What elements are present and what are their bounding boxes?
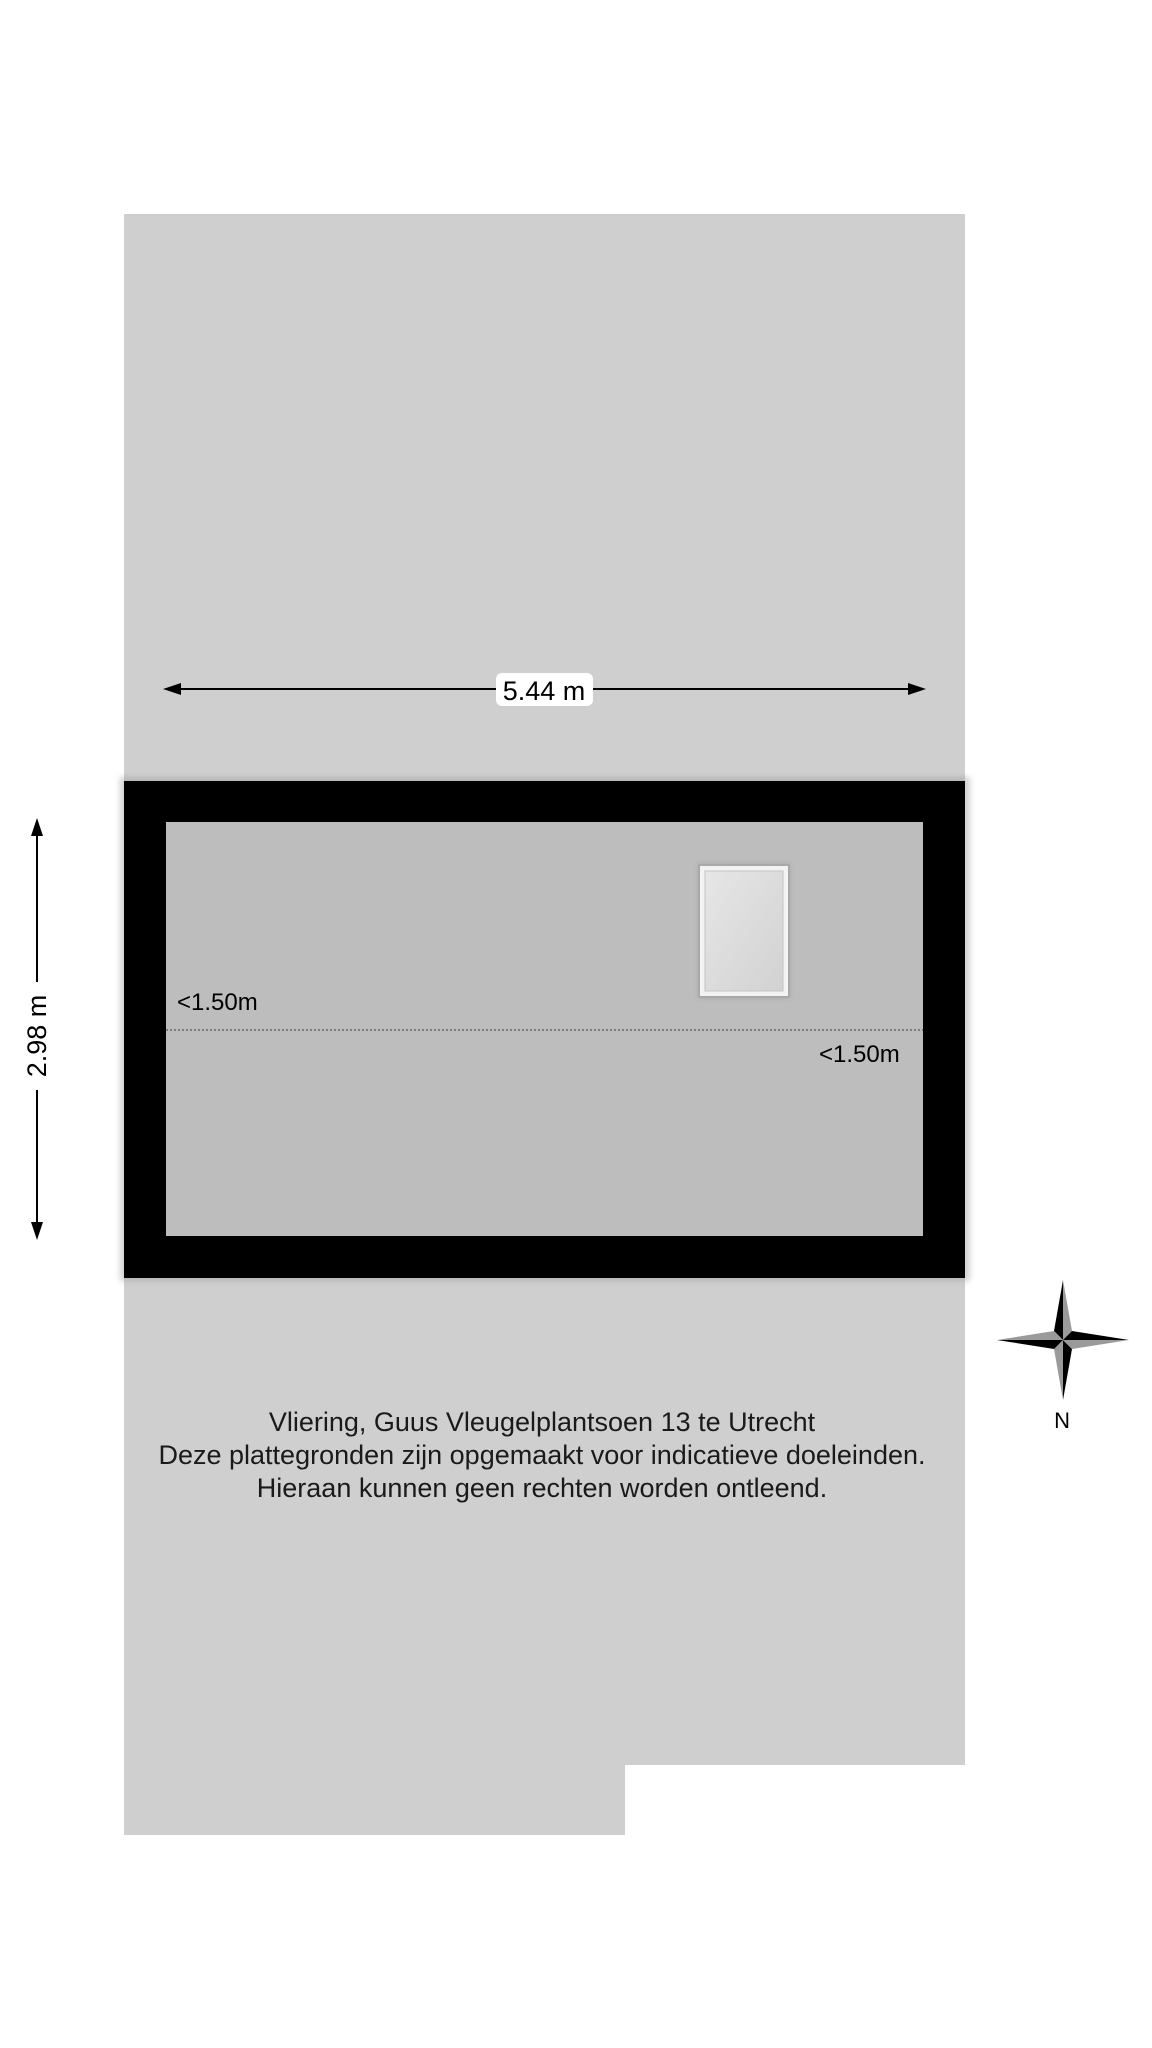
compass-north-label: N: [1054, 1408, 1070, 1433]
depth-dimension: [22, 818, 52, 1240]
plan-caption: [122, 1406, 962, 1505]
compass-icon: [997, 1280, 1129, 1433]
skylight: [698, 864, 790, 998]
height-label-left: <1.50m: [177, 989, 258, 1016]
depth-label: 2.98 m: [22, 994, 52, 1078]
room-floor: [166, 822, 923, 1236]
height-label-right: <1.50m: [819, 1041, 900, 1068]
width-label: 5.44 m: [502, 676, 586, 706]
caption-title: Vliering, Guus Vleugelplantsoen 13 te Utrecht: [268, 1407, 816, 1437]
caption-disclaimer-line: Hieraan kunnen geen rechten worden ontleend.: [256, 1473, 828, 1503]
caption-disclaimer-line: Deze plattegronden zijn opgemaakt voor indicatieve doeleinden.: [158, 1440, 926, 1470]
